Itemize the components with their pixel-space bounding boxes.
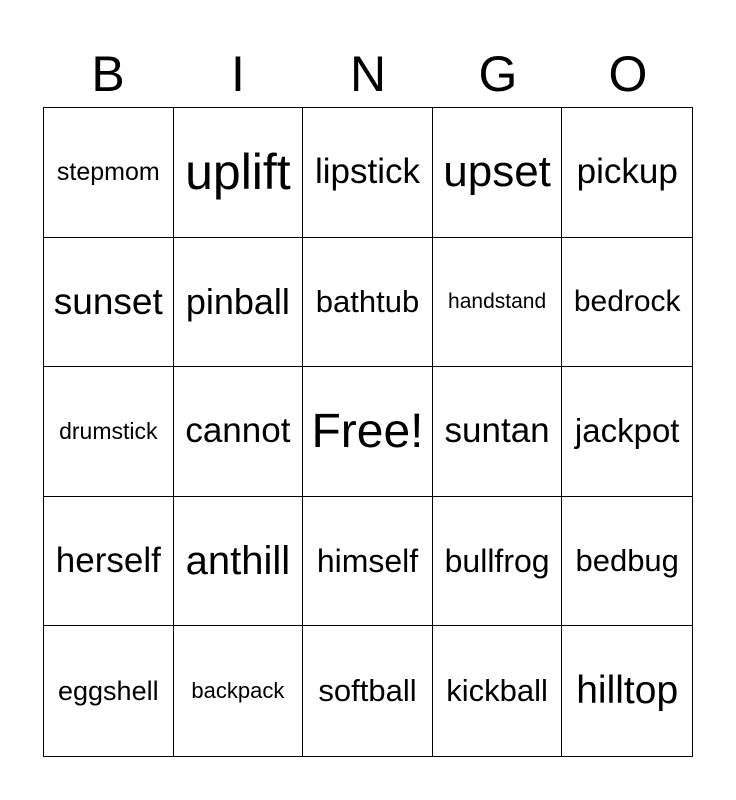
bingo-cell[interactable]: lipstick [303,108,433,238]
free-space-cell[interactable]: Free! [303,367,433,497]
bingo-cell[interactable]: himself [303,497,433,627]
bingo-cell[interactable]: upset [433,108,563,238]
header-letter-g: G [478,46,518,102]
bingo-cell[interactable]: bathtub [303,238,433,368]
bingo-cell[interactable]: softball [303,626,433,756]
bingo-cell[interactable]: suntan [433,367,563,497]
bingo-cell[interactable]: anthill [174,497,304,627]
bingo-cell[interactable]: kickball [433,626,563,756]
header-letter-i: I [231,46,245,102]
bingo-cell[interactable]: pinball [174,238,304,368]
header-letter-n: N [349,46,387,102]
bingo-cell[interactable]: bedbug [562,497,692,627]
bingo-cell[interactable]: herself [44,497,174,627]
bingo-cell[interactable]: bedrock [562,238,692,368]
bingo-cell[interactable]: backpack [174,626,304,756]
header-letter-b: B [91,46,125,102]
bingo-board [43,107,693,757]
bingo-cell[interactable]: uplift [174,108,304,238]
bingo-cell[interactable]: pickup [562,108,692,238]
bingo-cell[interactable]: sunset [44,238,174,368]
bingo-cell[interactable]: jackpot [562,367,692,497]
bingo-cell[interactable]: hilltop [576,669,679,713]
bingo-cell[interactable]: stepmom [44,108,174,238]
bingo-cell[interactable]: drumstick [44,367,174,497]
bingo-cell[interactable]: cannot [174,367,304,497]
bingo-cell[interactable]: bullfrog [433,497,563,627]
header-letter-o: O [608,46,648,102]
bingo-header [43,40,693,108]
bingo-cell[interactable]: eggshell [44,626,174,756]
bingo-cell[interactable]: handstand [433,238,563,368]
